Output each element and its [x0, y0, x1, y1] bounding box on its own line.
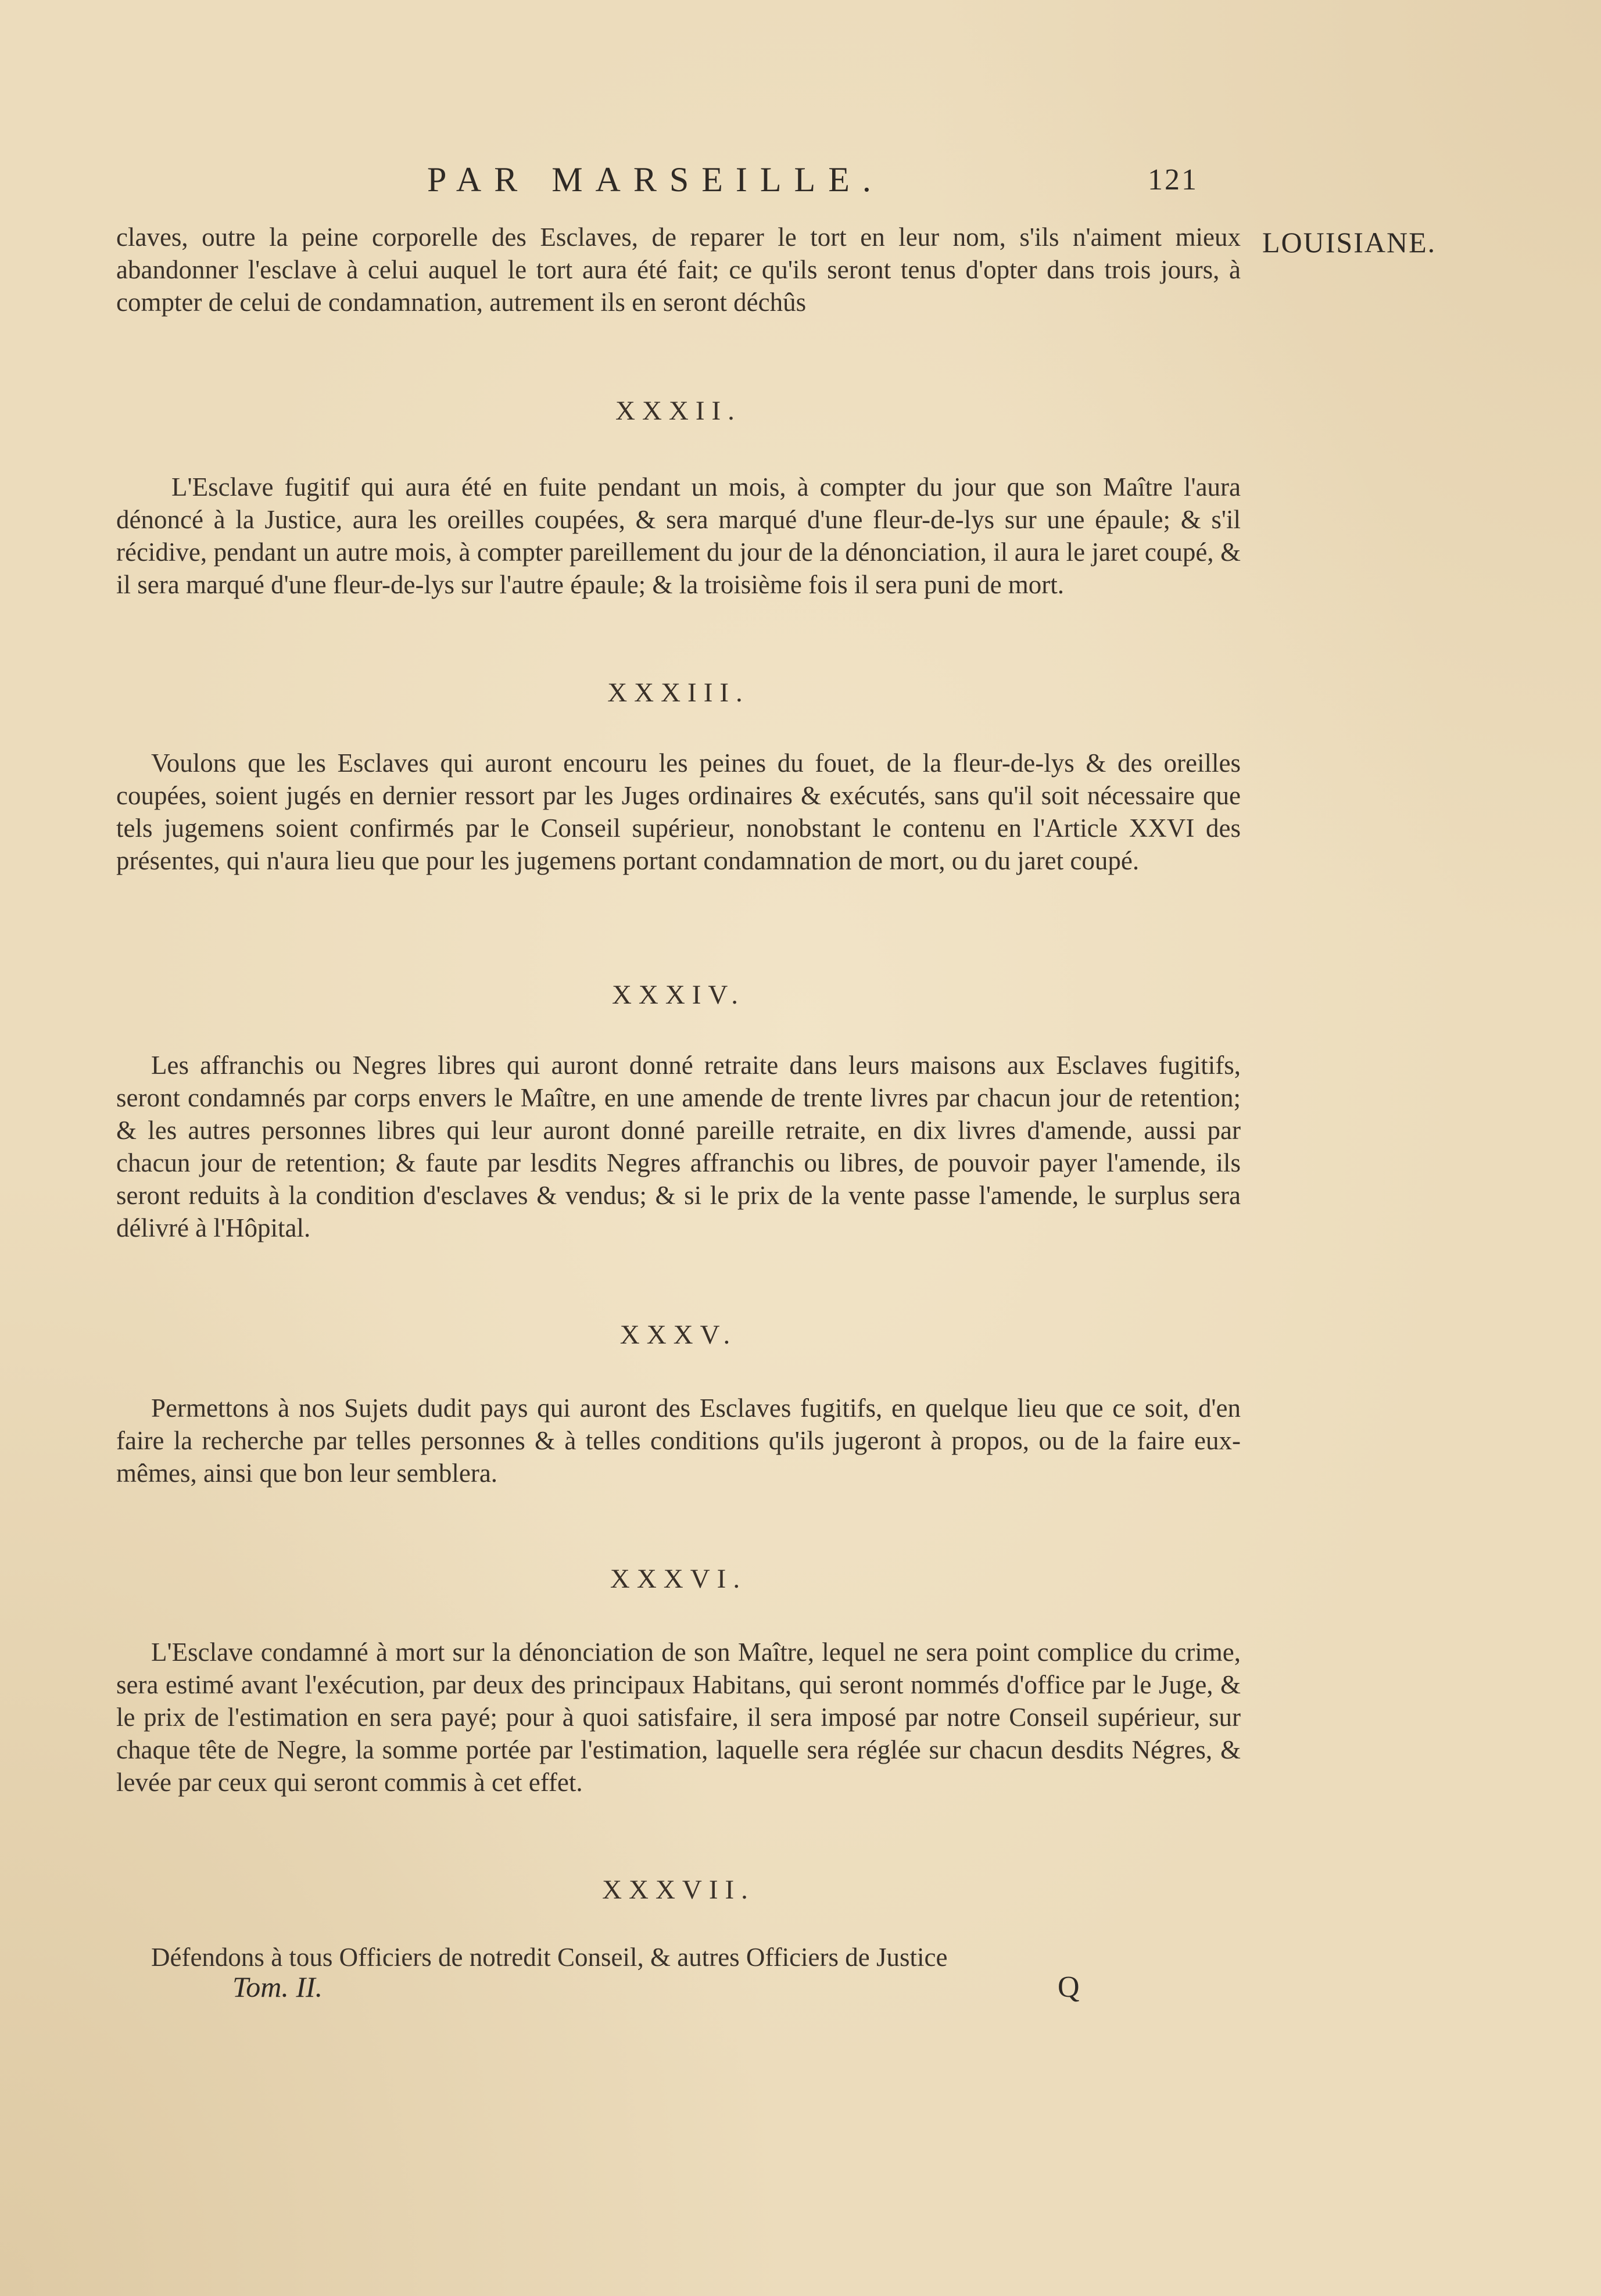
article-heading-xxxiv: XXXIV. [611, 980, 746, 1010]
running-title: PAR MARSEILLE. [427, 160, 884, 199]
page-number: 121 [1148, 163, 1198, 196]
signature-line [232, 1970, 1162, 2005]
paragraph-article-xxxii: L'Esclave fugitif qui aura été en fuite pendant un mois, à compter du jour que son Maître l'aura dénoncé à la Justice, aura les oreilles coupées, & sera marqué d'une fleur-de-lys sur une épaule; & s'il récidive, pendant un autre mois, à compter pareillement du jour de la dénonciation, il aura le jaret coupé, & il sera marqué d'une fleur-de-lys sur l'autre épaule; & la troisième fois il sera puni de mort. [116, 472, 1241, 599]
paragraph-article-xxxiv: Les affranchis ou Negres libres qui auront donné retraite dans leurs maisons aux Esclaves fugitifs, seront condamnés par corps envers le Maître, en une amende de trente livres par chacun jour de retention; & les autres personnes libres qui leur auront donné pareille retraite, en dix livres d'amende, aussi par chacun jour de retention; & faute par lesdits Negres affranchis ou libres, de pouvoir payer l'amende, ils seront reduits à la condition d'esclaves & vendus; & si le prix de la vente passe l'amende, le surplus sera délivré à l'Hôpital. [116, 1051, 1241, 1242]
paragraph-continuation: claves, outre la peine corporelle des Esclaves, de reparer le tort en leur nom, s'ils n'aiment mieux abandonner l'esclave à celui auquel le tort aura été fait; ce qu'ils seront tenus d'opter dans trois jours, à compter de celui de condamnation, autrement ils en seront déchûs [116, 223, 1241, 317]
paragraph-article-xxxvi: L'Esclave condamné à mort sur la dénonciation de son Maître, lequel ne sera point complice du crime, sera estimé avant l'exécution, par deux des principaux Habitans, qui seront nommés d'office par le Juge, & le prix de l'estimation en sera payé; pour à quoi satisfaire, il sera imposé par notre Conseil supérieur, sur chaque tête de Negre, la somme portée par l'estimation, laquelle sera réglée sur chacun desdits Négres, & levée par ceux qui seront commis à cet effet. [116, 1638, 1241, 1797]
paragraph-article-xxxvii: Défendons à tous Officiers de notredit Conseil, & autres Officiers de Justice [151, 1943, 948, 1972]
paragraph-article-xxxiii: Voulons que les Esclaves qui auront encouru les peines du fouet, de la fleur-de-lys & des oreilles coupées, soient jugés en dernier ressort par les Juges ordinaires & exécutés, sans qu'il soit nécessaire que tels jugemens soient confirmés par le Conseil supérieur, nonobstant le contenu en l'Article XXVI des présentes, qui n'aura lieu que pour les jugemens portant condamnation de mort, ou du jaret coupé. [116, 748, 1241, 875]
volume-signature: Tom. II. [232, 1971, 323, 2003]
article-heading-xxxvi: XXXVI. [610, 1564, 747, 1594]
article-heading-xxxv: XXXV. [619, 1320, 737, 1350]
article-heading-xxxii: XXXII. [615, 396, 742, 426]
article-heading-xxxvii: XXXVII. [602, 1875, 755, 1905]
paragraph-article-xxxv: Permettons à nos Sujets dudit pays qui auront des Esclaves fugitifs, en quelque lieu que ce soit, d'en faire la recherche par telles personnes & à telles conditions qu'ils jugeront à propos, ou de la faire eux-mêmes, ainsi que bon leur semblera. [116, 1394, 1241, 1488]
article-heading-xxxiii: XXXIII. [607, 678, 750, 708]
margin-note-louisiane: LOUISIANE. [1262, 226, 1437, 259]
gathering-signature: Q [1058, 1971, 1080, 2004]
